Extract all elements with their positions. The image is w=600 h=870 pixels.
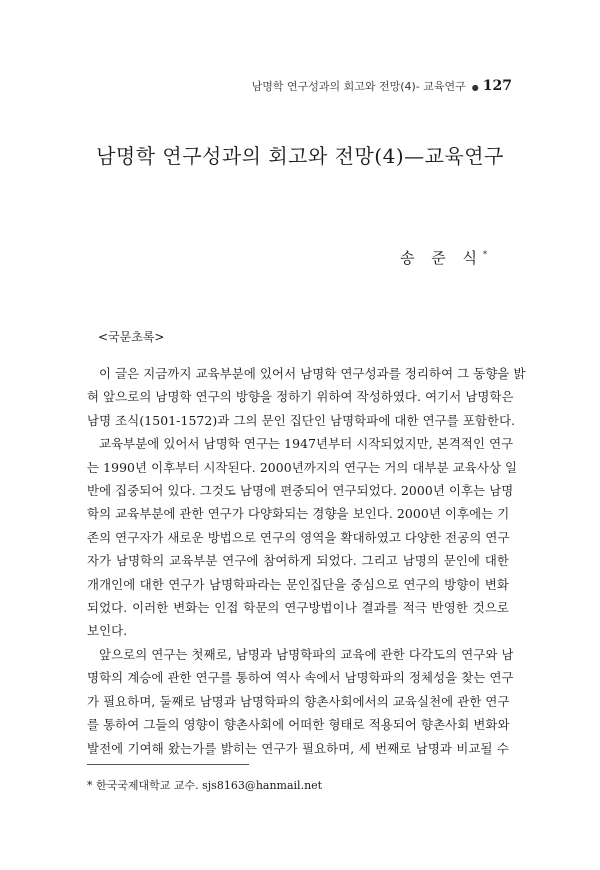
- text-line: 교육부분에 있어서 남명학 연구는 1947년부터 시작되었지만, 본격적인 연구: [99, 436, 514, 452]
- text-line: 혀 앞으로의 남명학 연구의 방향을 정하기 위하여 작성하였다. 여기서 남명학은: [87, 389, 514, 405]
- abstract-paragraph: [87, 362, 526, 432]
- text-line: 남명 조식(1501-1572)과 그의 문인 집단인 남명학파에 대한 연구를 포함한다.: [87, 412, 516, 428]
- text-line: 앞으로의 연구는 첫째로, 남명과 남명학파의 교육에 관한 다각도의 연구와 남: [99, 646, 514, 662]
- text-line: 개개인에 대한 연구가 남명학파라는 문인집단을 중심으로 연구의 방향이 변화: [87, 576, 509, 592]
- running-header: [252, 78, 512, 94]
- abstract-heading: <국문초록>: [98, 330, 165, 344]
- page-number: 127: [482, 78, 512, 94]
- author-name: 송 준 식: [399, 249, 483, 267]
- footnote: * 한국국제대학교 교수. sjs8163@hanmail.net: [87, 779, 323, 792]
- abstract-paragraph: [87, 643, 514, 760]
- abstract-body: [87, 362, 526, 760]
- footnote-divider: [87, 764, 249, 765]
- abstract-paragraph: [87, 432, 518, 643]
- text-line: 이 글은 지금까지 교육부분에 있어서 남명학 연구성과를 정리하여 그 동향을 밝: [99, 366, 526, 381]
- article-title: 남명학 연구성과의 회고와 전망(4)—교육연구: [96, 144, 504, 168]
- text-line: 존의 연구자가 새로운 방법으로 연구의 영역을 확대하였고 다양한 전공의 연구: [87, 529, 510, 545]
- running-header-text: 남명학 연구성과의 회고와 전망(4)- 교육연구: [251, 80, 466, 93]
- text-line: 보인다.: [87, 623, 128, 639]
- text-line: 반에 집중되어 있다. 그것도 남명에 편중되어 연구되었다. 2000년 이후는 남명: [87, 483, 514, 499]
- text-line: 가 필요하며, 둘째로 남명과 남명학파의 향촌사회에서의 교육실천에 관한 연구: [87, 693, 510, 709]
- text-line: 명학의 계승에 관한 연구를 통하여 역사 속에서 남명학파의 정체성을 찾는 연구: [87, 670, 514, 686]
- text-line: 자가 남명학의 교육부분 연구에 참여하게 되었다. 그리고 남명의 문인에 대한: [87, 553, 509, 569]
- bullet-separator-icon: ●: [471, 82, 479, 92]
- author-footnote-mark: *: [483, 250, 487, 259]
- text-line: 되었다. 이러한 변화는 인접 학문의 연구방법이나 결과를 적극 반영한 것으로: [87, 600, 509, 616]
- text-line: 를 통하여 그들의 영향이 향촌사회에 어떠한 형태로 적용되어 향촌사회 변화와: [87, 717, 510, 733]
- text-line: 학의 교육부분에 관한 연구가 다양화되는 경향을 보인다. 2000년 이후에는 기: [87, 506, 510, 522]
- text-line: 발전에 기여해 왔는가를 밝히는 연구가 필요하며, 세 번째로 남명과 비교될 수: [87, 740, 509, 756]
- author-name-block: [400, 247, 487, 268]
- text-line: 는 1990년 이후부터 시작된다. 2000년까지의 연구는 거의 대부분 교육사상 일: [87, 459, 518, 475]
